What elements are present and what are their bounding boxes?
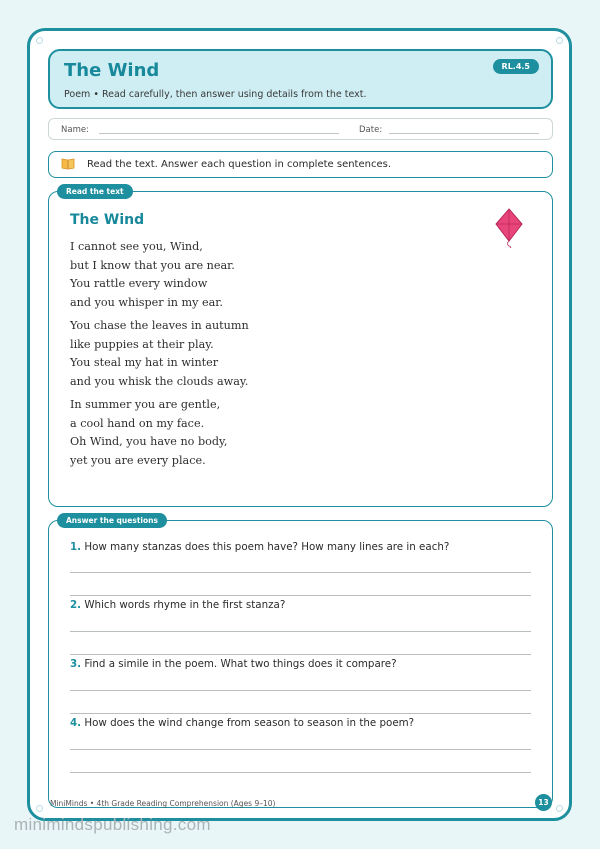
answer-line[interactable] [70, 595, 531, 596]
question-text: Find a simile in the poem. What two things does it compare? [84, 658, 397, 670]
poem-line: and you whisk the clouds away. [70, 374, 249, 388]
poem-line: and you whisper in my ear. [70, 295, 223, 309]
answer-line[interactable] [70, 772, 531, 773]
kite-icon [494, 208, 524, 248]
answer-line[interactable] [70, 572, 531, 573]
book-icon [61, 158, 75, 170]
page-number: 13 [535, 794, 552, 811]
page-title: The Wind [64, 60, 160, 81]
answer-line[interactable] [70, 654, 531, 655]
question-number: 2. [70, 599, 82, 611]
poem-line: I cannot see you, Wind, [70, 240, 203, 253]
footer-text: MiniMinds • 4th Grade Reading Comprehension (Ages 9–10) [50, 799, 276, 808]
name-field[interactable] [99, 133, 339, 134]
poem-line: You chase the leaves in autumn [70, 319, 249, 332]
page-subtitle: Poem • Read carefully, then answer using details from the text. [64, 89, 367, 100]
question-text: How does the wind change from season to season in the poem? [84, 717, 415, 729]
title-banner [48, 49, 553, 109]
question-number: 1. [70, 541, 82, 553]
answer-line[interactable] [70, 749, 531, 750]
instructions-bar [48, 151, 553, 178]
poem-line: In summer you are gentle, [70, 398, 221, 411]
date-label: Date: [359, 125, 383, 135]
name-label: Name: [61, 125, 89, 135]
question-2 [70, 599, 285, 611]
worksheet-page [27, 28, 572, 821]
question-text: How many stanzas does this poem have? How many lines are in each? [84, 541, 450, 553]
poem-line: You rattle every window [70, 277, 208, 291]
question-number: 3. [70, 658, 82, 670]
corner-dot [36, 805, 43, 812]
question-3 [70, 658, 397, 670]
name-date-bar [48, 118, 553, 140]
question-4 [70, 717, 414, 729]
answer-line[interactable] [70, 713, 531, 714]
instructions-text: Read the text. Answer each question in complete sentences. [87, 159, 392, 170]
corner-dot [556, 37, 563, 44]
corner-dot [556, 805, 563, 812]
date-field[interactable] [389, 133, 539, 134]
poem-line: Oh Wind, you have no body, [70, 435, 228, 449]
poem-stanza [70, 396, 227, 470]
poem-line: like puppies at their play. [70, 337, 214, 351]
answer-line[interactable] [70, 690, 531, 691]
answer-line[interactable] [70, 631, 531, 632]
poem-title: The Wind [70, 212, 145, 228]
question-1 [70, 541, 449, 553]
poem-line: but I know that you are near. [70, 258, 235, 272]
section-tab: Read the text [57, 184, 133, 199]
poem-line: yet you are every place. [70, 453, 206, 467]
poem-line: a cool hand on my face. [70, 416, 205, 430]
poem-stanza [70, 317, 249, 391]
watermark: minimindspublishing.com [14, 815, 211, 834]
poem-stanza [70, 238, 235, 312]
question-text: Which words rhyme in the first stanza? [84, 599, 286, 611]
questions-section [48, 516, 553, 808]
corner-dot [36, 37, 43, 44]
standard-badge: RL.4.5 [493, 59, 539, 74]
question-number: 4. [70, 717, 82, 729]
section-tab: Answer the questions [57, 513, 167, 528]
poem-section [48, 187, 553, 507]
poem-line: You steal my hat in winter [70, 356, 219, 370]
